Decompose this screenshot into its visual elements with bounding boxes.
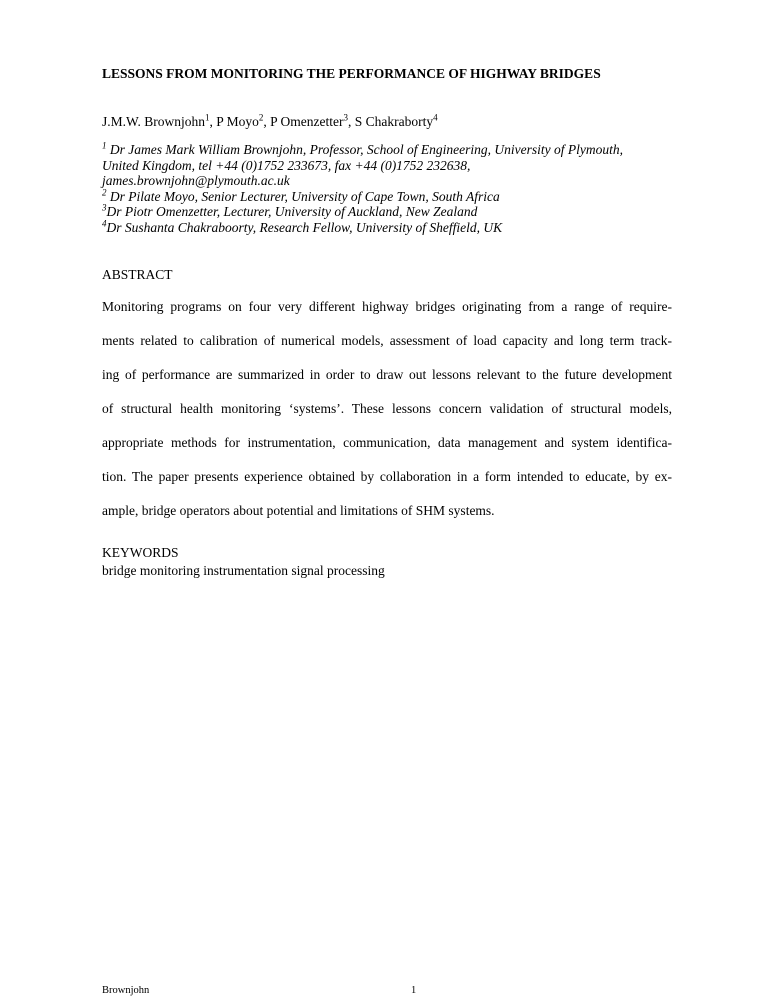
author-affiliation-mark: 1 (205, 112, 210, 123)
affiliation-line (102, 204, 682, 220)
author-separator: , (348, 114, 355, 129)
affiliation-line (102, 220, 682, 236)
author-affiliation-mark: 4 (433, 112, 438, 123)
author-name: S Chakraborty (354, 114, 434, 129)
author-separator: , (263, 114, 271, 129)
page-number: 1 (411, 985, 417, 996)
paper-title: LESSONS FROM MONITORING THE PERFORMANCE OF HIGHWAY BRIDGES (102, 66, 601, 81)
abstract-line: appropriate methods for instrumentation, communication, data management and system identifica- (102, 435, 672, 450)
affiliation-line (102, 142, 682, 158)
author-list (102, 114, 438, 130)
footer-author: Brownjohn (102, 985, 150, 996)
affiliation-text: Dr Piotr Omenzetter, Lecturer, University of Auckland, New Zealand (106, 204, 478, 219)
affiliation-line (102, 189, 682, 205)
abstract-heading: ABSTRACT (102, 267, 173, 282)
affiliation-text: Dr Sushanta Chakraboorty, Research Fellow, University of Sheffield, UK (106, 219, 503, 235)
abstract-body (102, 296, 672, 534)
affiliation-line: United Kingdom, tel +44 (0)1752 233673, fax +44 (0)1752 232638, (102, 157, 471, 173)
author-separator: , (209, 114, 217, 129)
abstract-line: Monitoring programs on four very different highway bridges originating from a range of require- (102, 299, 672, 314)
author-affiliation-mark: 2 (258, 112, 264, 123)
abstract-line: ample, bridge operators about potential and limitations of SHM systems. (102, 503, 495, 518)
affiliations (102, 142, 682, 235)
author-name: P Omenzetter (270, 114, 344, 129)
author-name: P Moyo (216, 114, 259, 129)
abstract-line: tion. The paper presents experience obtained by collaboration in a form intended to educate, by ex- (102, 469, 672, 484)
affiliation-email: james.brownjohn@plymouth.ac.uk (102, 173, 290, 188)
affiliation-text: Dr James Mark William Brownjohn, Professor, School of Engineering, University of Plymouth, (109, 142, 623, 157)
author-affiliation-mark: 3 (343, 112, 349, 123)
abstract-line: ing of performance are summarized in order to draw out lessons relevant to the future development (102, 367, 672, 382)
affiliation-text: Dr Pilate Moyo, Senior Lecturer, University of Cape Town, South Africa (109, 188, 500, 204)
author-name: J.M.W. Brownjohn (102, 114, 206, 129)
abstract-line: ments related to calibration of numerical models, assessment of load capacity and long term track- (102, 333, 672, 348)
affiliation-mark: 2 (102, 187, 107, 197)
affiliation-mark: 4 (102, 218, 107, 228)
abstract-line: of structural health monitoring ‘systems’. These lessons concern validation of structural models, (102, 401, 672, 416)
affiliation-mark: 1 (102, 140, 107, 151)
affiliation-mark: 3 (102, 202, 107, 213)
keywords-list: bridge monitoring instrumentation signal processing (102, 563, 385, 578)
keywords-heading: KEYWORDS (102, 545, 179, 560)
